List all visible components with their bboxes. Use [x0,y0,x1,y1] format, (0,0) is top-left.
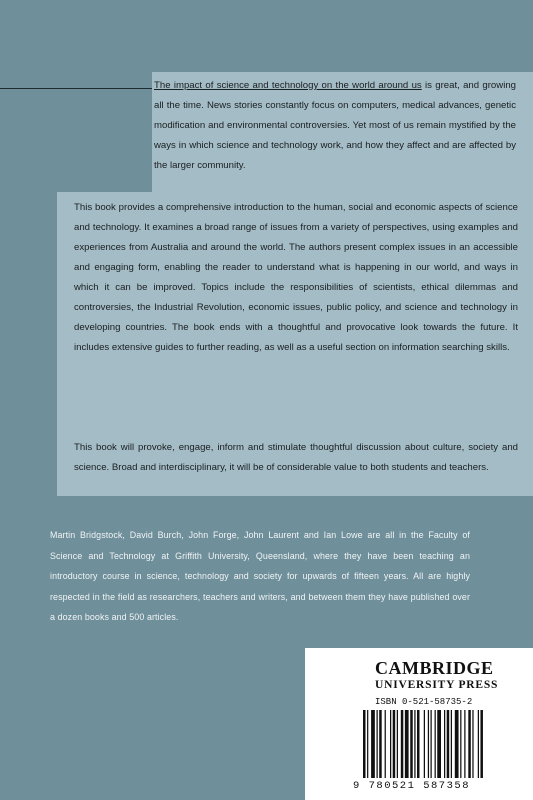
isbn-label: ISBN 0-521-58735-2 [375,697,473,707]
intro-paragraph [154,76,516,176]
decorative-rule [0,88,152,89]
barcode-number: 9 780521 587358 [353,780,471,792]
publisher-subname: UNIVERSITY PRESS [375,679,499,691]
publisher-logo [375,658,525,692]
barcode-icon [363,710,523,778]
description-paragraph: This book provides a comprehensive introduction to the human, social and economic aspects of science and technology. It examines a broad range of issues from a variety of perspectives, using examples and experiences from Australia and around the world. The authors present complex issues in an accessible and engaging form, enabling the reader to understand what is happening in our world, and ways in which it can be improved. Topics include the responsibilities of scientists, ethical dilemmas and controversies, the Industrial Revolution, economic issues, public policy, and science and technology in developing countries. The book ends with a thoughtful and provocative look towards the future. It includes extensive guides to further reading, as well as a useful section on information searching skills. [74,202,518,353]
intro-lead: The impact of science and technology on the world around us [154,80,422,91]
summary-paragraph: This book will provoke, engage, inform and stimulate thoughtful discussion about culture, society and science. Broad and interdisciplinary, it will be of considerable value to both students and teachers. [74,442,518,473]
authors-bio: Martin Bridgstock, David Burch, John Forge, John Laurent and Ian Lowe are all in the Faculty of Science and Technology at Griffith University, Queensland, where they have been teaching an introductory course in science, technology and society for upwards of fifteen years. All are highly respected in the field as researchers, teachers and writers, and between them they have published over a dozen books and 500 articles. [50,530,470,623]
publisher-name: CAMBRIDGE [375,658,494,678]
publisher-barcode-box [305,648,533,800]
intro-rest: is great, and growing all the time. News stories constantly focus on computers, medical advances, genetic modification and environmental controversies. Yet most of us remain mystified by the ways in which science and technology work, and how they affect and are affected by the larger community. [154,80,516,171]
